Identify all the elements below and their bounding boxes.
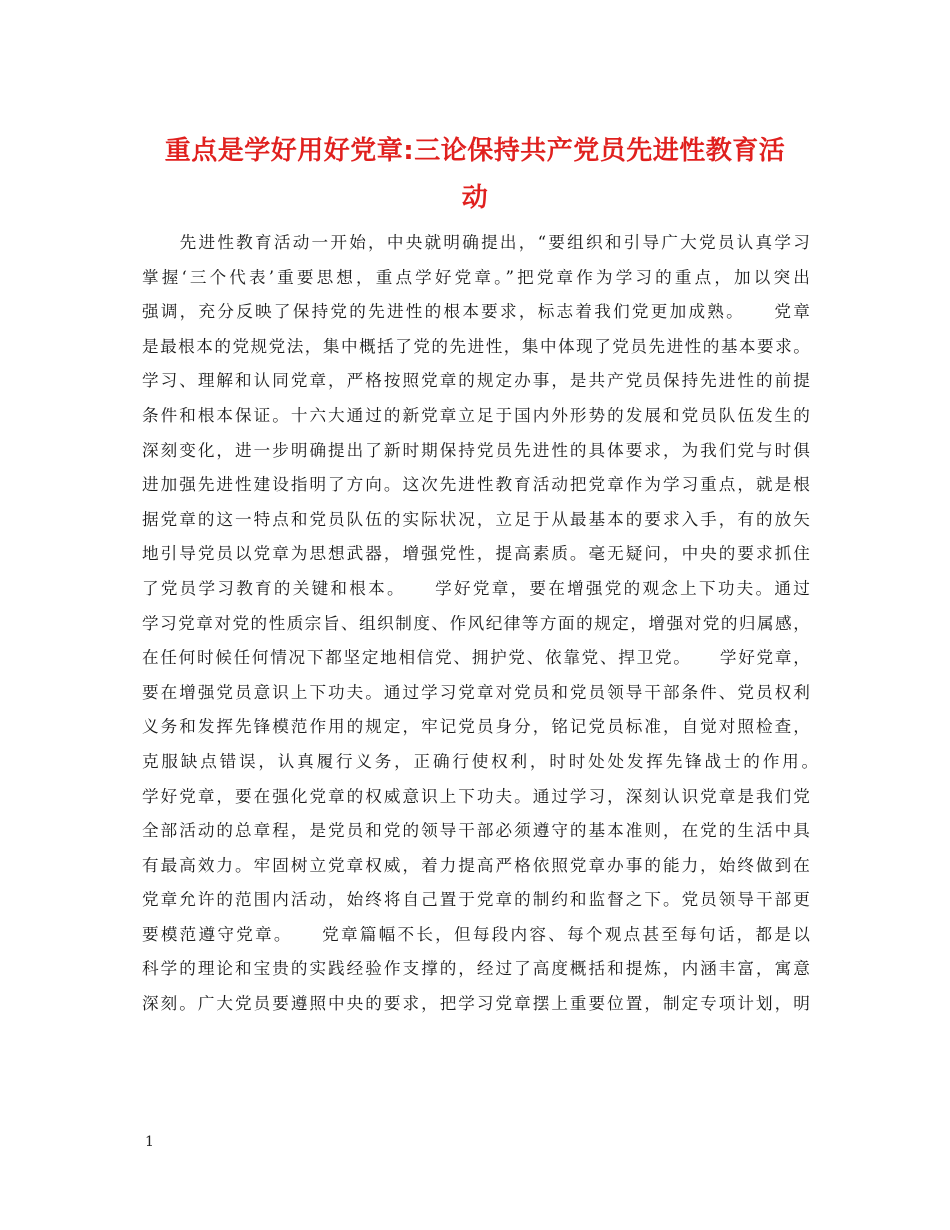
body-line: 学好党章，要在强化党章的权威意识上下功夫。通过学习，深刻认识党章是我们党 — [142, 786, 810, 806]
body-line: 学习、理解和认同党章，严格按照党章的规定办事，是共产党员保持先进性的前提 — [142, 371, 810, 391]
body-line: 地引导党员以党章为思想武器，增强党性，提高素质。毫无疑问，中央的要求抓住 — [142, 544, 810, 564]
page-number: 1 — [145, 1134, 154, 1150]
body-line: 克服缺点错误，认真履行义务，正确行使权利，时时处处发挥先锋战士的作用。 — [142, 751, 827, 771]
document-body — [142, 226, 827, 1022]
body-line: 进加强先进性建设指明了方向。这次先进性教育活动把党章作为学习重点，就是根 — [142, 475, 810, 495]
title-line-1: 重点是学好用好党章:三论保持共产党员先进性教育活 — [164, 136, 786, 166]
body-line: 要模范遵守党章。 党章篇幅不长，但每段内容、每个观点甚至每句话，都是以 — [142, 924, 810, 944]
body-line: 全部活动的总章程，是党员和党的领导干部必须遵守的基本准则，在党的生活中具 — [142, 821, 810, 841]
body-line: 党章允许的范围内活动，始终将自己置于党章的制约和监督之下。党员领导干部更 — [142, 890, 810, 910]
body-line: 强调，充分反映了保持党的先进性的根本要求，标志着我们党更加成熟。 党章 — [142, 302, 810, 322]
body-line: 有最高效力。牢固树立党章权威，着力提高严格依照党章办事的能力，始终做到在 — [142, 855, 810, 875]
body-line: 科学的理论和宝贵的实践经验作支撑的，经过了高度概括和提炼，内涵丰富，寓意 — [142, 959, 810, 979]
body-line: 掌握‘三个代表’重要思想，重点学好党章。”把党章作为学习的重点，加以突出 — [142, 267, 810, 287]
body-line: 是最根本的党规党法，集中概括了党的先进性，集中体现了党员先进性的基本要求。 — [142, 336, 810, 356]
body-line: 义务和发挥先锋模范作用的规定，牢记党员身分，铭记党员标准，自觉对照检查， — [142, 717, 810, 737]
body-line: 据党章的这一特点和党员队伍的实际状况，立足于从最基本的要求入手，有的放矢 — [142, 509, 810, 529]
title-line-2: 动 — [461, 183, 489, 213]
body-line: 深刻变化，进一步明确提出了新时期保持党员先进性的具体要求，为我们党与时俱 — [142, 440, 810, 460]
document-title — [120, 128, 830, 222]
body-line: 要在增强党员意识上下功夫。通过学习党章对党员和党员领导干部条件、党员权利 — [142, 682, 810, 702]
body-line: 了党员学习教育的关键和根本。 学好党章，要在增强党的观念上下功夫。通过 — [142, 578, 810, 598]
body-line: 在任何时候任何情况下都坚定地相信党、拥护党、依靠党、捍卫党。 学好党章， — [142, 648, 810, 668]
body-line: 学习党章对党的性质宗旨、组织制度、作风纪律等方面的规定，增强对党的归属感， — [142, 613, 810, 633]
body-line: 深刻。广大党员要遵照中央的要求，把学习党章摆上重要位置，制定专项计划，明 — [142, 994, 810, 1014]
body-line: 先进性教育活动一开始，中央就明确提出，“要组织和引导广大党员认真学习 — [142, 233, 810, 252]
body-line: 条件和根本保证。十六大通过的新党章立足于国内外形势的发展和党员队伍发生的 — [142, 405, 810, 425]
